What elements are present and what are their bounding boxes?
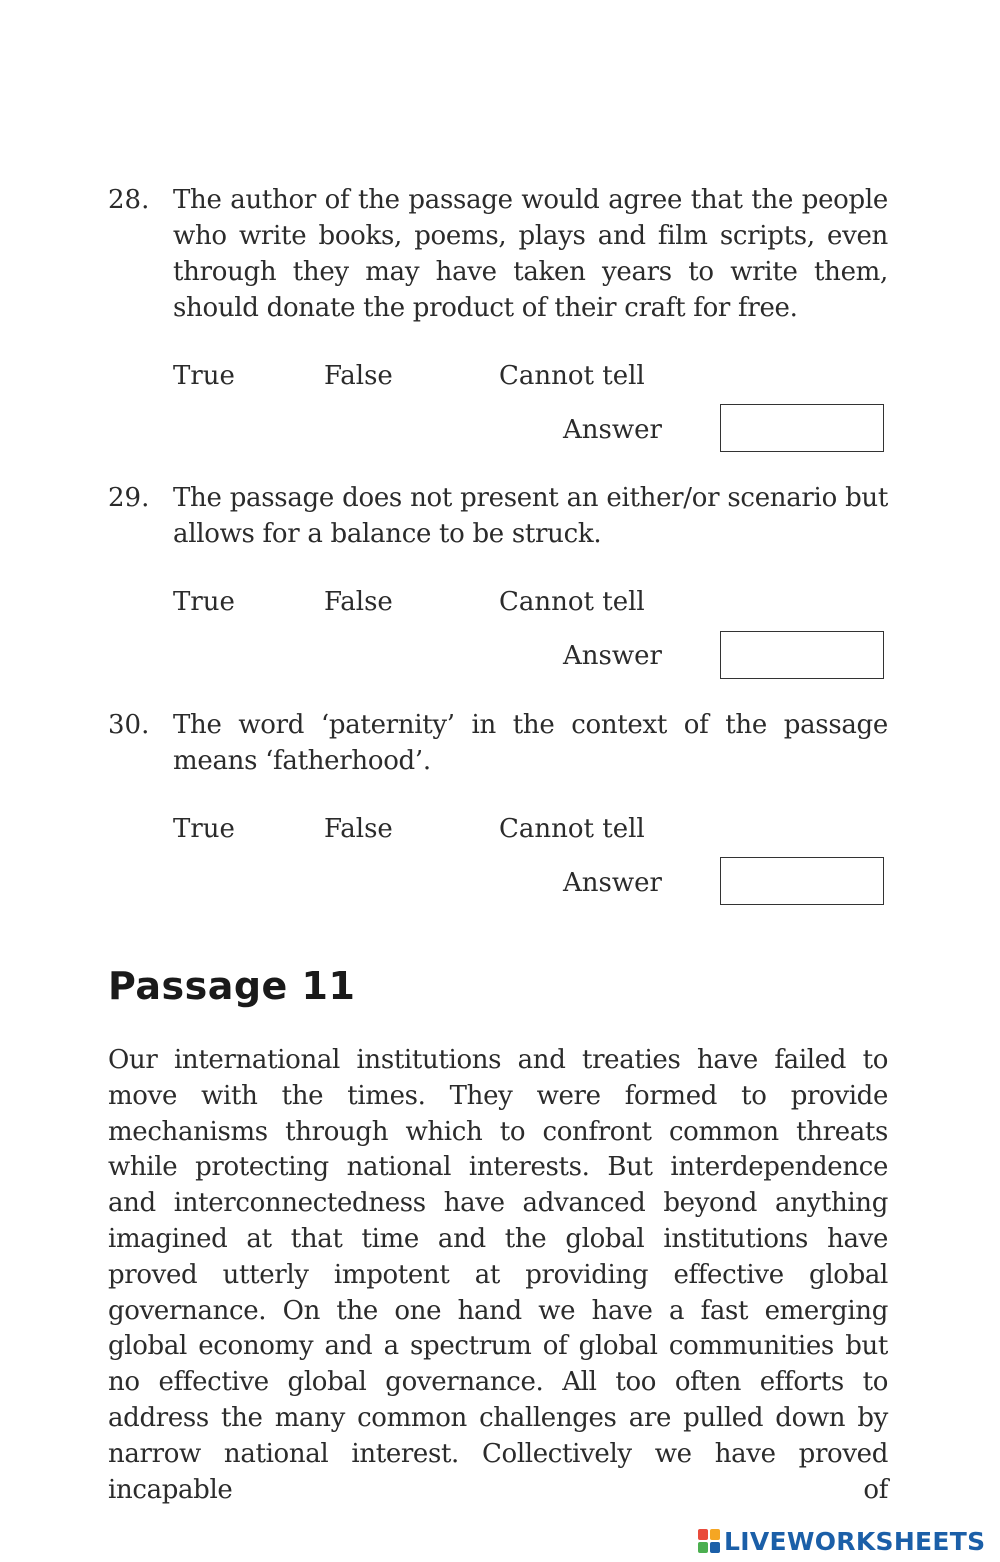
liveworksheets-logo-icon: [698, 1529, 720, 1553]
option-true[interactable]: True: [173, 814, 235, 844]
answer-box-28[interactable]: [720, 404, 884, 452]
logo-square: [698, 1542, 708, 1553]
question-30: [108, 707, 888, 779]
option-false[interactable]: False: [324, 361, 393, 391]
option-cannot-tell[interactable]: Cannot tell: [499, 587, 645, 617]
answer-box-30[interactable]: [720, 857, 884, 905]
option-cannot-tell[interactable]: Cannot tell: [499, 814, 645, 844]
option-cannot-tell[interactable]: Cannot tell: [499, 361, 645, 391]
passage-heading: Passage 11: [108, 964, 356, 1008]
answer-label: Answer: [563, 641, 662, 671]
question-text: The passage does not present an either/or scenario but allows for a balance to be struck.: [173, 483, 888, 549]
question-number: 30.: [108, 710, 150, 740]
question-number: 29.: [108, 483, 150, 513]
answer-label: Answer: [563, 868, 662, 898]
option-true[interactable]: True: [173, 587, 235, 617]
logo-square: [698, 1529, 708, 1540]
option-false[interactable]: False: [324, 814, 393, 844]
option-false[interactable]: False: [324, 587, 393, 617]
passage-text: Our international institutions and treaties have failed to move with the times. They were formed to provide mechanisms through which to confront common threats while protecting national interests. But interdependence and interconnectedness have advanced beyond anything imagined at that time and the global institutions have proved utterly impotent at providing effective global governance. On the one hand we have a fast emerging global economy and a spectrum of global communities but no effective global governance. All too often efforts to address the many common challenges are pulled down by narrow national interest. Collectively we have proved incapable of: [108, 1045, 888, 1505]
option-true[interactable]: True: [173, 361, 235, 391]
brand-name: LIVEWORKSHEETS: [724, 1526, 986, 1556]
question-number: 28.: [108, 185, 150, 215]
question-text: The author of the passage would agree that the people who write books, poems, plays and film scripts, even through they may have taken years to write them, should donate the product of their craft for free.: [173, 185, 888, 323]
question-text: The word ‘paternity’ in the context of the passage means ‘fatherhood’.: [173, 710, 888, 776]
question-29: [108, 480, 888, 552]
logo-square: [710, 1542, 720, 1553]
answer-label: Answer: [563, 415, 662, 445]
question-28: [108, 182, 888, 326]
logo-square: [710, 1529, 720, 1540]
answer-box-29[interactable]: [720, 631, 884, 679]
brand-watermark: [698, 1526, 985, 1556]
